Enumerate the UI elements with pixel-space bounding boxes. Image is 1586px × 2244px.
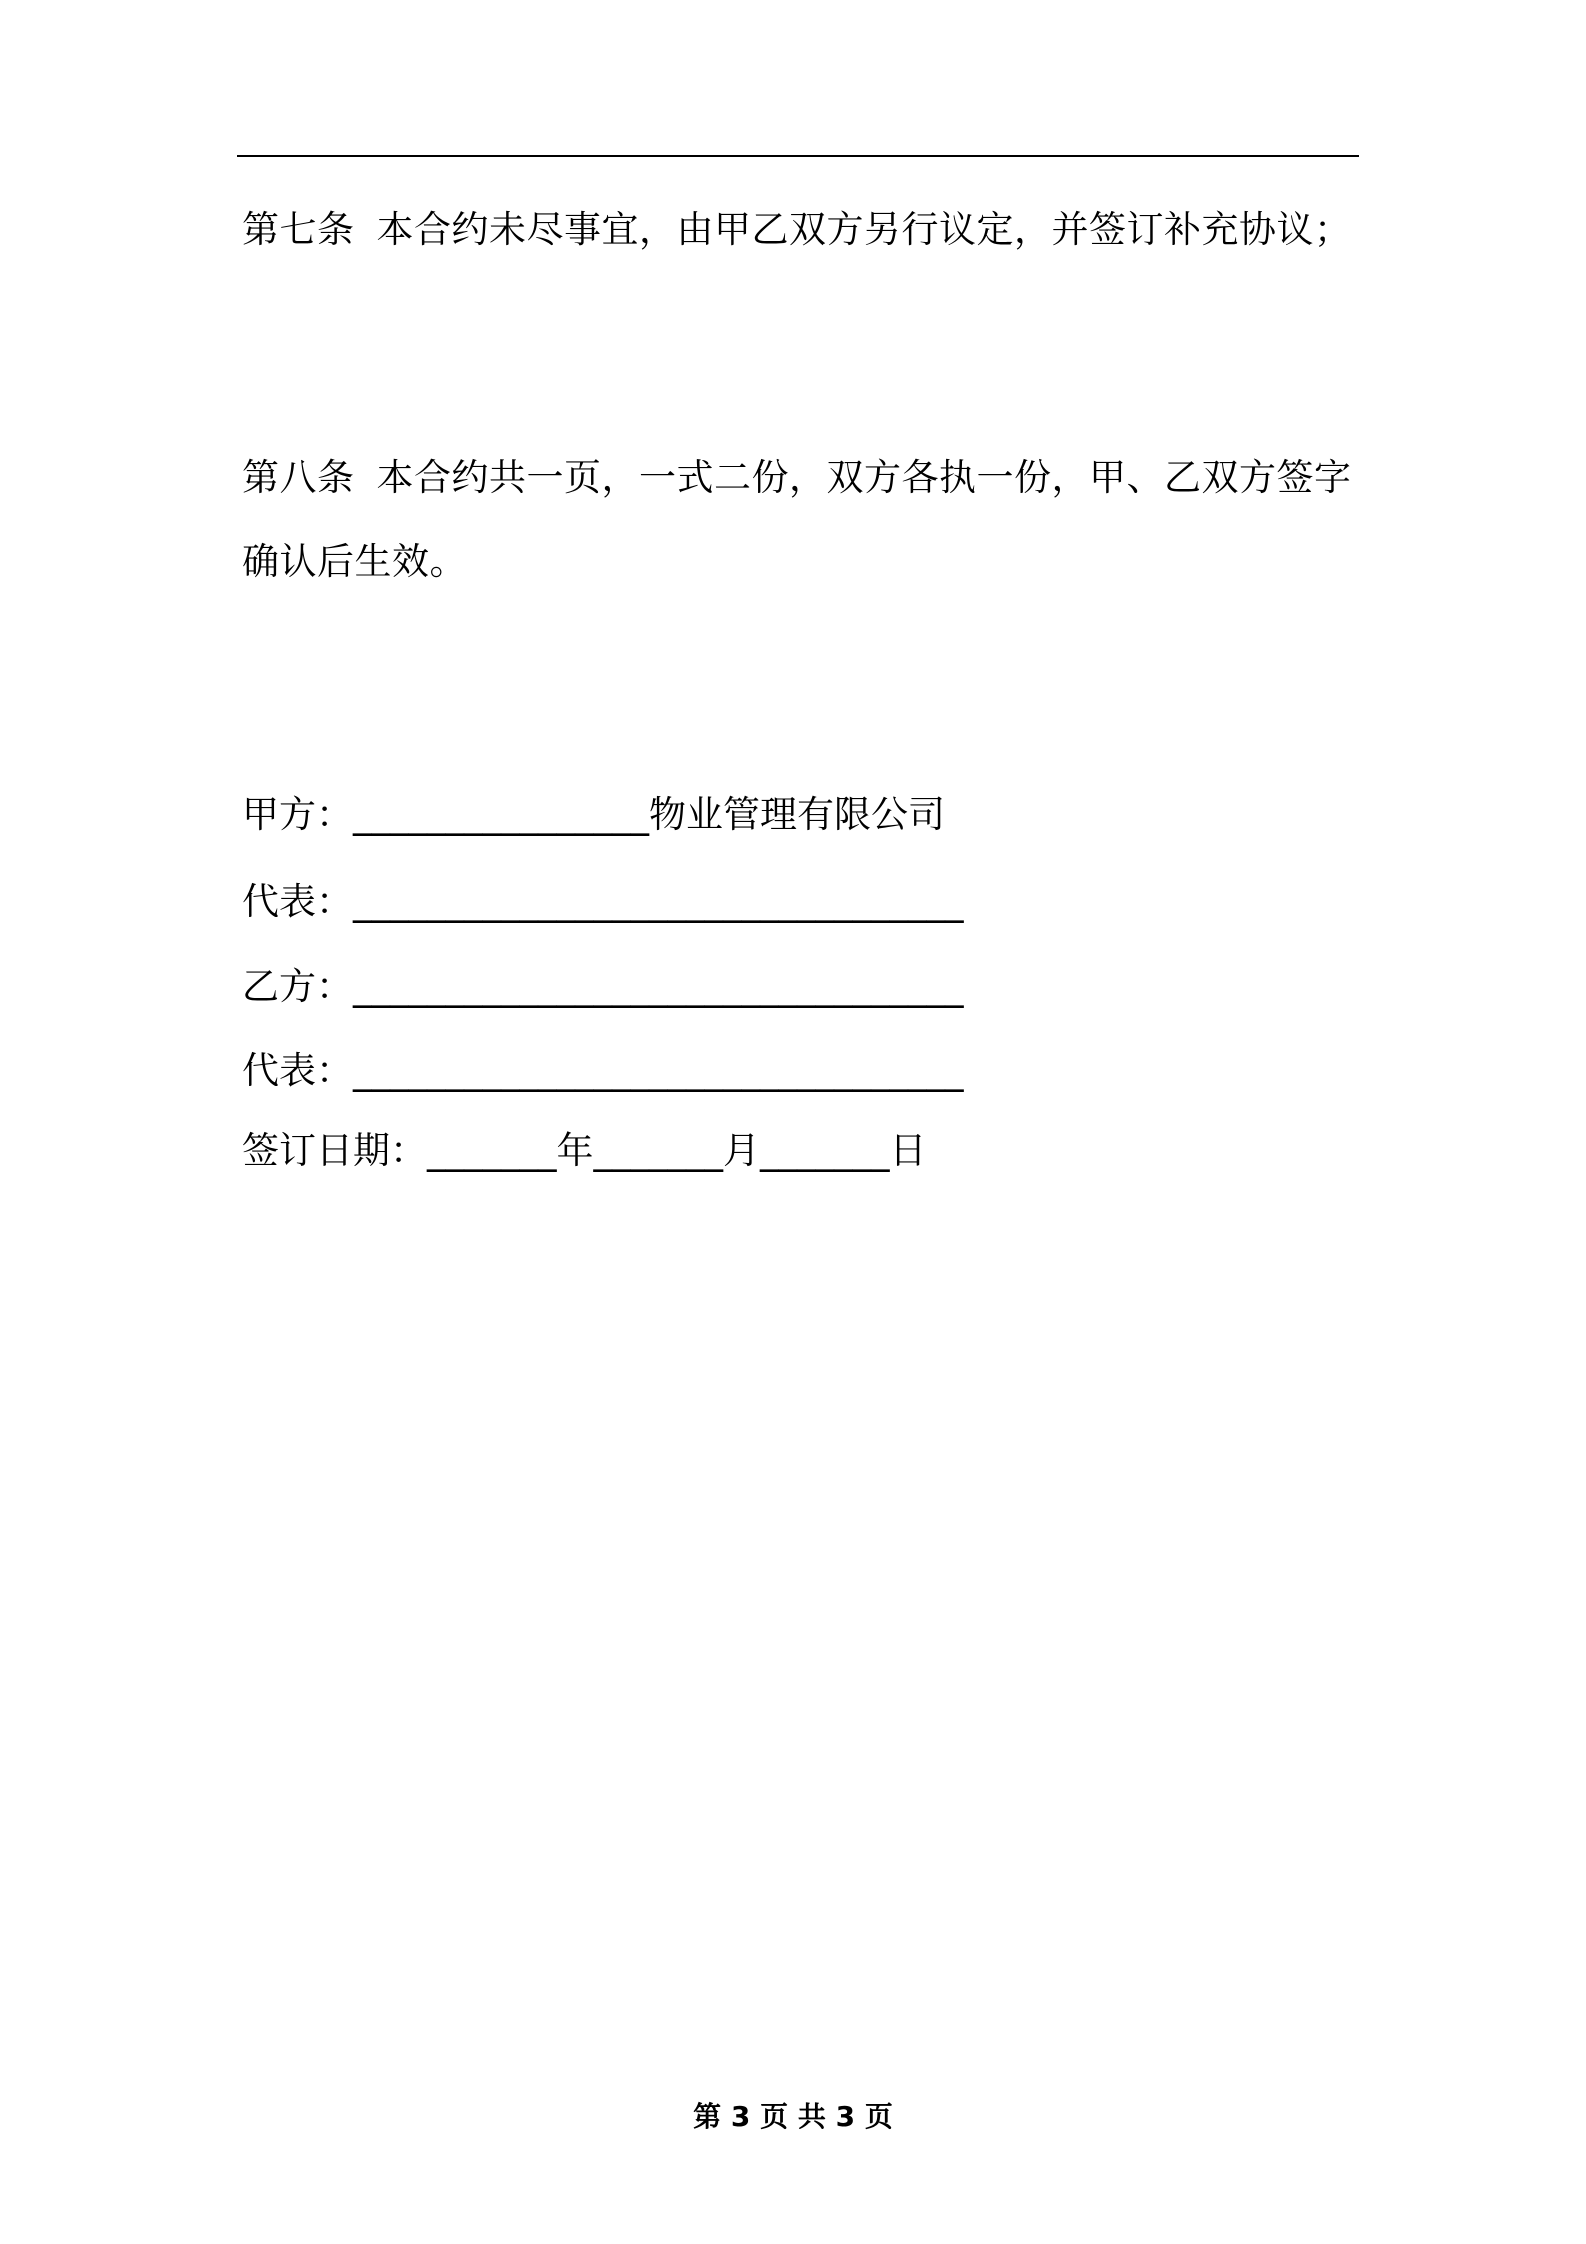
- article-8-text: 本合约共一页，一式二份，双方各执一份，甲、乙双方签字确认后生效。: [242, 456, 1352, 583]
- article-7-text: 本合约未尽事宜，由甲乙双方另行议定，并签订补充协议；: [376, 208, 1352, 251]
- article-8-number: 第八条: [242, 456, 355, 499]
- header-rule: [237, 155, 1359, 157]
- article-7-number: 第七条: [242, 208, 355, 251]
- party-a-line: 甲方：________________物业管理有限公司: [242, 793, 945, 836]
- article-7: [242, 188, 1367, 272]
- party-b-representative-line: 代表：_________________________________: [242, 1049, 964, 1092]
- party-b-line: 乙方：_________________________________: [242, 965, 964, 1008]
- signing-date-line: 签订日期：_______年_______月_______日: [242, 1129, 927, 1172]
- page-number-footer: 第 3 页 共 3 页: [693, 2100, 893, 2133]
- article-8: [242, 436, 1367, 604]
- party-a-representative-line: 代表：_________________________________: [242, 880, 964, 923]
